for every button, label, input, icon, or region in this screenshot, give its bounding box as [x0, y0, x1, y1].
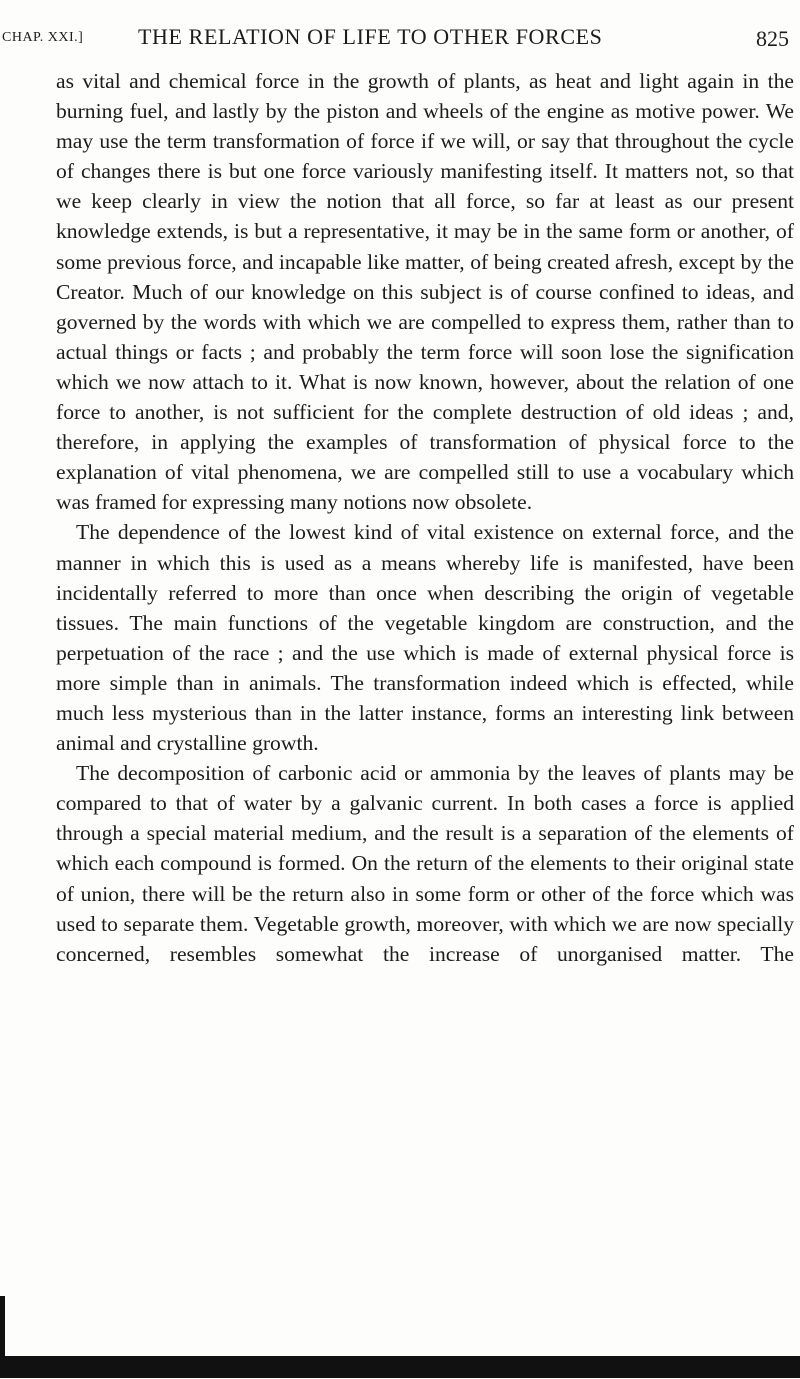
scan-bottom-border [0, 1356, 800, 1378]
running-head [2, 16, 798, 52]
paragraph-2: The dependence of the lowest kind of vital existence on external force, and the manner in which this is used as a means whereby life is manifested, have been incidentally referred to more than once when describing the origin of vegetable tissues. The main functions of the vegetable kingdom are construction, and the perpetuation of the race ; and the use which is made of external physical force is more simple than in animals. The transformation indeed which is effected, while much less mysterious than in the latter instance, forms an interesting link between animal and crystalline growth. [56, 520, 794, 756]
chapter-title: THE RELATION OF LIFE TO OTHER FORCES [138, 24, 603, 49]
page-number: 825 [756, 26, 789, 51]
scan-edge-mark [0, 1296, 5, 1356]
paragraph-1: as vital and chemical force in the growth of plants, as heat and light again in the burning fuel, and lastly by the piston and wheels of the engine as motive power. We may use the term transformation of force if we will, or say that throughout the cycle of changes there is but one force variously manifesting itself. It matters not, so that we keep clearly in view the notion that all force, so far at least as our present knowledge extends, is but a representative, it may be in the same form or another, of some previous force, and incapable like matter, of being created afresh, except by the Creator. Much of our knowledge on this subject is of course confined to ideas, and governed by the words with which we are compelled to express them, rather than to actual things or facts ; and probably the term force will soon lose the signification which we now attach to it. What is now known, however, about the relation of one force to another, is not sufficient for the complete destruction of old ideas ; and, therefore, in applying the examples of transformation of physical force to the explanation of vital phenomena, we are compelled still to use a vocabulary which was framed for expressing many notions now obsolete. [56, 69, 794, 515]
paragraph-3: The decomposition of carbonic acid or ammonia by the leaves of plants may be compared to that of water by a galvanic current. In both cases a force is applied through a special material medium, and the result is a separation of the elements of which each compound is formed. On the return of the elements to their original state of union, there will be the return also in some form or other of the force which was used to separate them. Vegetable growth, moreover, with which we are now specially concerned, resembles somewhat the increase of unorganised matter. The [56, 761, 794, 966]
body-text [56, 66, 794, 969]
chapter-label: CHAP. XXI.] [2, 30, 84, 45]
